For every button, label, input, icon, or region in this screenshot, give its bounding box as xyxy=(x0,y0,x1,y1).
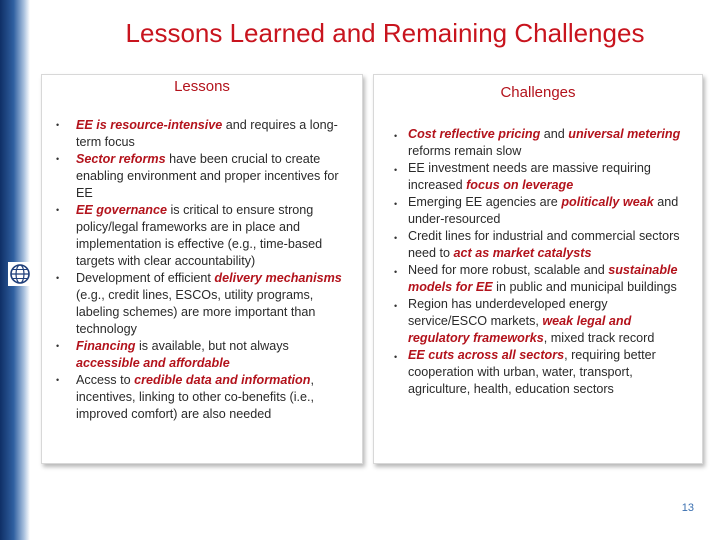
item-text: and under-resourced xyxy=(408,195,679,226)
emphasis-text: EE is resource-intensive xyxy=(76,118,223,132)
bullet-icon: • xyxy=(56,154,60,164)
emphasis-text: sustainable models for EE xyxy=(408,263,678,294)
challenges-heading: Challenges xyxy=(500,84,576,101)
bullet-icon: • xyxy=(56,205,60,215)
emphasis-text: act as market catalysts xyxy=(453,246,592,260)
item-text: have been crucial to create enabling environment and proper incentives for EE xyxy=(76,152,339,200)
emphasis-text: politically weak xyxy=(561,195,654,209)
challenge-item xyxy=(374,228,694,262)
page-number: 13 xyxy=(681,502,694,514)
item-text: Credit lines for industrial and commercial sectors need to xyxy=(408,229,680,260)
item-text: Need for more robust, scalable and xyxy=(408,263,609,277)
bullet-icon: • xyxy=(56,120,60,130)
item-text: and xyxy=(540,127,569,141)
item-text: , requiring better cooperation with urban, water, transport, agriculture, health, education sectors xyxy=(408,348,656,396)
emphasis-text: universal metering xyxy=(568,127,681,141)
bullet-icon: • xyxy=(56,375,60,385)
globe-logo-icon xyxy=(8,262,32,286)
item-text: reforms remain slow xyxy=(408,144,522,158)
bullet-icon: • xyxy=(394,233,398,243)
lesson-item xyxy=(42,202,358,270)
challenge-item xyxy=(374,296,694,347)
item-text: , incentives, linking to other co-benefits (i.e., improved comfort) are also needed xyxy=(76,373,315,421)
challenge-item xyxy=(374,126,694,160)
item-text: is critical to ensure strong policy/legal frameworks are in place and implementation is effective (e.g., time-based targets with clear accountability) xyxy=(76,203,323,268)
lesson-item xyxy=(42,372,358,423)
lesson-item xyxy=(42,270,358,338)
challenges-panel xyxy=(373,74,703,464)
lessons-heading: Lessons xyxy=(174,78,230,95)
lessons-list xyxy=(42,117,358,423)
emphasis-text: Sector reforms xyxy=(76,152,166,166)
item-text: is available, but not always xyxy=(135,339,289,353)
item-text: EE investment needs are massive requiring increased xyxy=(408,161,651,192)
bullet-icon: • xyxy=(394,267,398,277)
bullet-icon: • xyxy=(394,165,398,175)
lesson-item xyxy=(42,338,358,372)
challenge-item xyxy=(374,262,694,296)
item-text: and requires a long-term focus xyxy=(76,118,338,149)
bullet-icon: • xyxy=(394,301,398,311)
item-text: , mixed track record xyxy=(543,331,655,345)
emphasis-text: weak legal and regulatory frameworks xyxy=(408,314,632,345)
item-text: (e.g., credit lines, ESCOs, utility programs, labeling schemes) are more important than technology xyxy=(76,288,316,336)
bullet-icon: • xyxy=(394,352,398,362)
emphasis-text: delivery mechanisms xyxy=(214,271,342,285)
bullet-icon: • xyxy=(56,341,60,351)
bullet-icon: • xyxy=(394,131,398,141)
emphasis-text: credible data and information xyxy=(134,373,311,387)
bullet-icon: • xyxy=(56,273,60,283)
challenge-item xyxy=(374,160,694,194)
item-text: Region has underdeveloped energy service/ESCO markets, xyxy=(408,297,608,328)
bullet-icon: • xyxy=(394,199,398,209)
emphasis-text: focus on leverage xyxy=(466,178,574,192)
challenge-item xyxy=(374,194,694,228)
challenges-list xyxy=(374,126,694,398)
lessons-panel xyxy=(41,74,363,464)
item-text: in public and municipal buildings xyxy=(492,280,677,294)
lesson-item xyxy=(42,151,358,202)
page-title: Lessons Learned and Remaining Challenges xyxy=(125,18,645,48)
emphasis-text: Financing xyxy=(76,339,136,353)
emphasis-text: accessible and affordable xyxy=(76,356,230,370)
challenge-item xyxy=(374,347,694,398)
emphasis-text: EE governance xyxy=(76,203,167,217)
lesson-item xyxy=(42,117,358,151)
item-text: Access to xyxy=(76,373,135,387)
emphasis-text: Cost reflective pricing xyxy=(408,127,541,141)
item-text: Emerging EE agencies are xyxy=(408,195,562,209)
emphasis-text: EE cuts across all sectors xyxy=(408,348,565,362)
item-text: Development of efficient xyxy=(76,271,215,285)
